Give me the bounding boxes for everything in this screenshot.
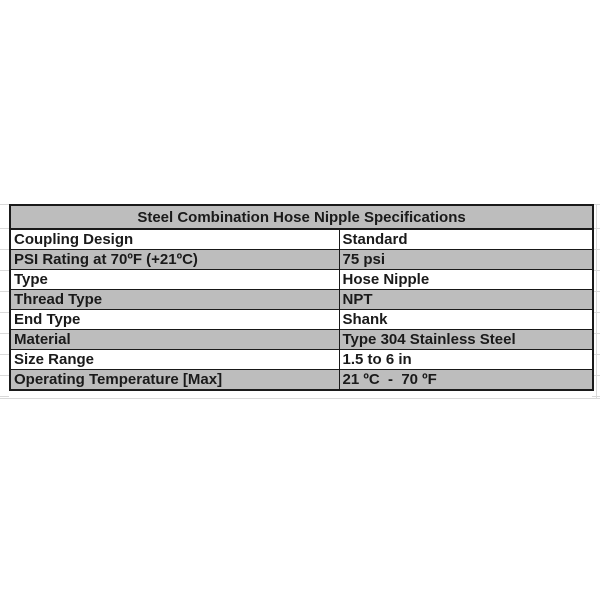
spec-label: Operating Temperature [Max] [10,370,339,391]
spec-row [10,330,593,350]
gridline [0,204,9,205]
table-header-row [10,205,593,229]
spec-label: Material [10,330,339,350]
spec-value: NPT [339,290,593,310]
spec-row [10,250,593,270]
spec-value: Standard [339,229,593,250]
spec-label: Type [10,270,339,290]
gridline [0,375,9,376]
gridline [0,270,9,271]
spec-row [10,310,593,330]
spec-row [10,290,593,310]
spec-label: Thread Type [10,290,339,310]
spec-label: PSI Rating at 70ºF (+21ºC) [10,250,339,270]
gridline [592,396,600,397]
gridline [0,354,9,355]
spec-value: 75 psi [339,250,593,270]
spec-value: Type 304 Stainless Steel [339,330,593,350]
spec-value: 1.5 to 6 in [339,350,593,370]
spec-label: Coupling Design [10,229,339,250]
gridline [0,398,600,399]
table-title: Steel Combination Hose Nipple Specifications [10,205,593,229]
spec-row [10,370,593,391]
spec-value: 21 ºC - 70 ºF [339,370,593,391]
spec-row [10,350,593,370]
gridline [0,249,9,250]
spec-value: Hose Nipple [339,270,593,290]
gridline [0,291,9,292]
spec-value: Shank [339,310,593,330]
spec-table [9,204,594,391]
gridline [596,204,597,399]
spec-row [10,270,593,290]
gridline [0,396,9,397]
spec-label: Size Range [10,350,339,370]
spec-label: End Type [10,310,339,330]
gridline [0,312,9,313]
gridline [0,333,9,334]
gridline [0,228,9,229]
spec-row [10,229,593,250]
